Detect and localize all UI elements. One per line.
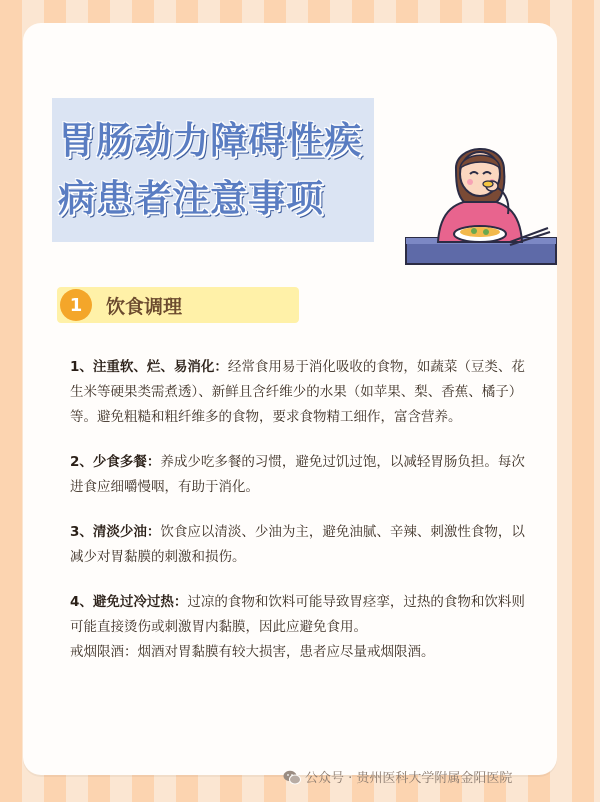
watermark-prefix: 公众号 · — [305, 771, 357, 786]
tip-text: 饮食应以清淡、少油为主，避免油腻、辛辣、刺激性食物，以减少对胃黏膜的刺激和损伤。 — [70, 524, 525, 565]
title-line-1: 胃肠动力障碍性疾 — [58, 119, 362, 162]
tip-text: 养成少吃多餐的习惯，避免过饥过饱，以减轻胃肠负担。每次进食应细嚼慢咽，有助于消化。 — [70, 454, 525, 495]
tip-item — [70, 590, 532, 640]
watermark-account: 贵州医科大学附属金阳医院 — [356, 771, 513, 786]
tip-text: 过凉的食物和饮料可能导致胃痉挛，过热的食物和饮料则可能直接烫伤或刺激胃内黏膜，因此应避免食用。 — [70, 594, 525, 635]
tip-heading: 2、少食多餐： — [70, 454, 161, 470]
tip-heading: 3、清淡少油： — [70, 524, 161, 540]
tip-item — [70, 355, 532, 430]
tip-heading: 4、避免过冷过热： — [70, 594, 188, 610]
section-number-badge: 1 — [60, 289, 92, 321]
section-title: 饮食调理 — [106, 296, 183, 318]
tip-item — [70, 450, 532, 500]
watermark — [283, 767, 512, 786]
diet-tips — [70, 355, 532, 665]
woman-eating-illustration — [398, 130, 563, 280]
title-line-2: 病患者注意事项 — [58, 177, 324, 220]
tip-heading: 1、注重软、烂、易消化： — [70, 359, 228, 375]
tip-item — [70, 520, 532, 570]
tip-text: 经常食用易于消化吸收的食物，如蔬菜（豆类、花生米等硬果类需煮透）、新鲜且含纤维少的水果（如苹果、梨、香蕉、橘子）等。避免粗糙和粗纤维多的食物，要求食物精工细作，富含营养。 — [70, 359, 525, 425]
wechat-icon — [283, 770, 301, 785]
extra-tip: 戒烟限酒：烟酒对胃黏膜有较大损害，患者应尽量戒烟限酒。 — [70, 644, 435, 660]
